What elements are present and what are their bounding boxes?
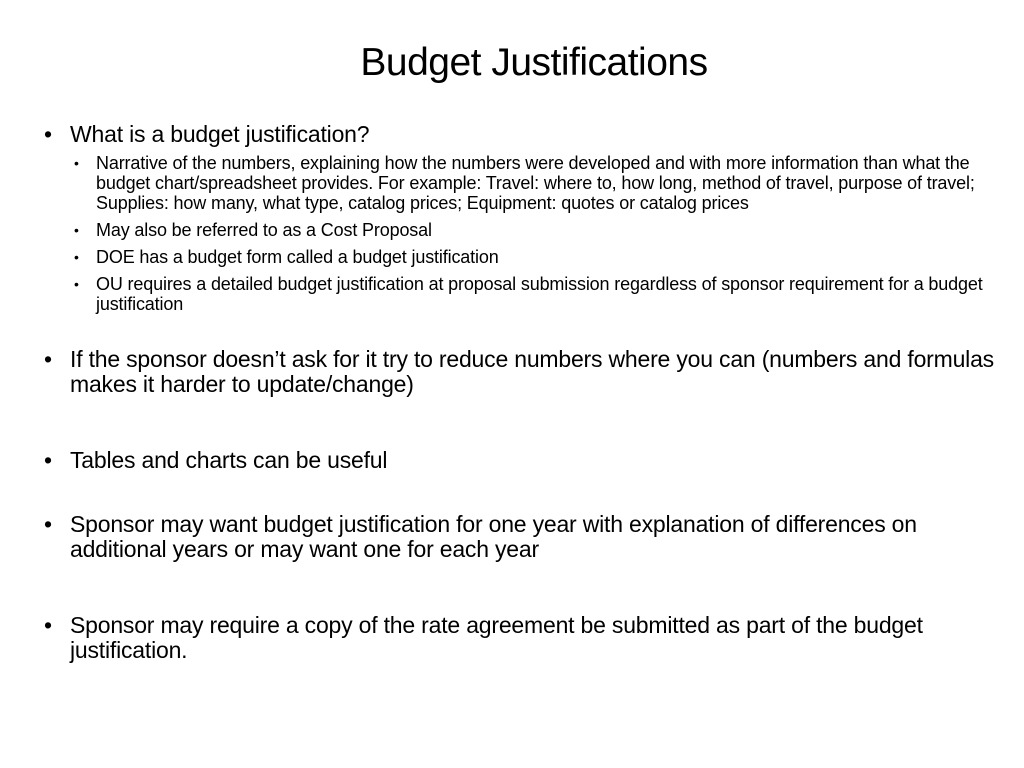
bullet-dot-icon: • <box>74 249 79 265</box>
bullet-text: Tables and charts can be useful <box>70 447 388 473</box>
bullet-rate-agreement <box>44 613 1004 663</box>
bullet-dot-icon: • <box>44 447 52 473</box>
sub-bullet-cost-proposal <box>74 220 1004 240</box>
sub-bullet-narrative <box>74 153 1004 213</box>
bullet-what-is-budget-justification <box>44 122 1004 147</box>
bullet-dot-icon: • <box>74 222 79 238</box>
bullet-tables-charts <box>44 448 1004 473</box>
bullet-one-year <box>44 512 1004 562</box>
bullet-dot-icon: • <box>44 346 52 372</box>
sub-bullet-list <box>44 153 1004 314</box>
bullet-text: Sponsor may want budget justification for one year with explanation of differences on additional years or may want one for each year <box>70 511 917 562</box>
slide-title: Budget Justifications <box>360 41 708 84</box>
sub-bullet-text: DOE has a budget form called a budget justification <box>96 247 499 267</box>
bullet-dot-icon: • <box>44 612 52 638</box>
bullet-reduce-numbers <box>44 347 1004 397</box>
bullet-dot-icon: • <box>44 511 52 537</box>
bullet-text: If the sponsor doesn’t ask for it try to reduce numbers where you can (numbers and formulas makes it harder to update/change) <box>70 346 994 397</box>
sub-bullet-text: OU requires a detailed budget justification at proposal submission regardless of sponsor requirement for a budget justification <box>96 274 983 314</box>
bullet-dot-icon: • <box>44 121 52 147</box>
sub-bullet-ou-requires <box>74 274 1004 314</box>
slide-body <box>44 122 1004 663</box>
bullet-dot-icon: • <box>74 276 79 292</box>
sub-bullet-text: May also be referred to as a Cost Proposal <box>96 220 432 240</box>
bullet-dot-icon: • <box>74 155 79 171</box>
bullet-text: What is a budget justification? <box>70 121 370 147</box>
sub-bullet-text: Narrative of the numbers, explaining how the numbers were developed and with more information than what the budget chart/spreadsheet provides. For example: Travel: where to, how long, method of travel, purpose of travel; Supplies: how many, what type, catalog prices; Equipment: quotes or catalog prices <box>96 153 975 213</box>
bullet-text: Sponsor may require a copy of the rate agreement be submitted as part of the budget justification. <box>70 612 923 663</box>
sub-bullet-doe-form <box>74 247 1004 267</box>
